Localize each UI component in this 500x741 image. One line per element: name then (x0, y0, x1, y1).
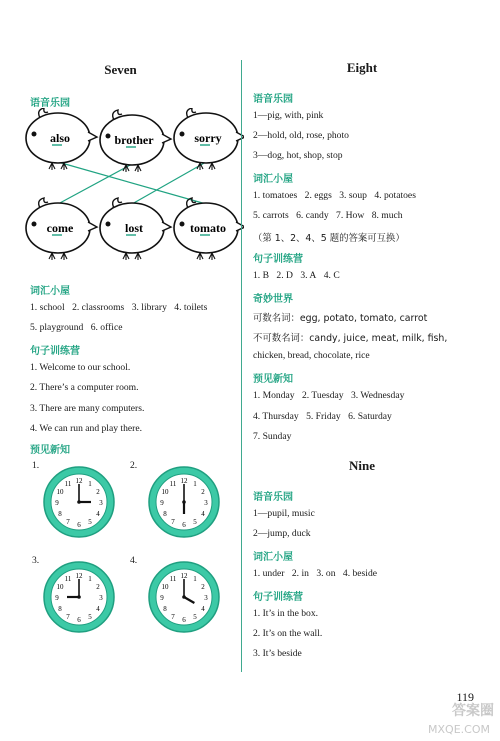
weekday-item: 1. Monday (253, 390, 295, 401)
sentence-item: 1. Welcome to our school. (30, 362, 131, 373)
clock-face (146, 464, 222, 540)
phonics-item: 3—dog, hot, shop, stop (253, 150, 343, 161)
column-divider (241, 60, 242, 672)
clock-number: 8 (58, 605, 62, 613)
clock-label: 4. (130, 555, 138, 566)
answer-item: 2. D (276, 270, 293, 281)
clock-number: 12 (180, 477, 188, 485)
clock-number: 4 (201, 510, 205, 518)
weekday-row-3 (253, 431, 296, 442)
sentence-item: 1. It’s in the box. (253, 608, 319, 619)
vocab-item: 3. soup (339, 190, 367, 201)
section-heading-phonics-eight: 语音乐园 (253, 94, 293, 105)
vocab-item: 6. office (90, 322, 123, 333)
phonics-item: 1—pig, with, pink (253, 110, 324, 121)
watermark-url: MXQE.COM (428, 723, 490, 736)
bird-word: tomato (190, 221, 226, 235)
section-heading-preview-seven: 预见新知 (30, 445, 70, 456)
answer-item: 4. C (323, 270, 340, 281)
clock-label: 1. (32, 460, 40, 471)
unit-title-seven: Seven (104, 62, 137, 77)
vocab-item: 2. eggs (304, 190, 332, 201)
sentence-item: 2. There’s a computer room. (30, 382, 139, 393)
bird-word: come (46, 221, 74, 235)
vocab-item: 6. candy (296, 210, 329, 221)
clock-number: 3 (99, 594, 103, 602)
clock-number: 6 (182, 616, 186, 624)
bird-word: lost (125, 221, 143, 235)
clock-number: 10 (56, 583, 64, 591)
uncountable-nouns: 不可数名词：candy, juice, meat, milk, fish, (253, 333, 448, 344)
clock-number: 10 (161, 583, 169, 591)
section-heading-vocab-nine: 词汇小屋 (253, 552, 293, 563)
watermark-logo: 答案圈 (452, 703, 494, 719)
unit-title-nine: Nine (349, 458, 375, 473)
section-heading-preview-eight: 预见新知 (253, 374, 293, 385)
clock-number: 3 (204, 499, 208, 507)
unit-title-eight: Eight (346, 60, 378, 75)
vocab-item: 3. library (131, 302, 167, 313)
clock-number: 2 (201, 488, 205, 496)
phonics-item: 1—pupil, music (253, 508, 315, 519)
vocab-item: 4. toilets (174, 302, 208, 313)
clock-number: 12 (180, 572, 188, 580)
sentence-answer-row (253, 270, 345, 281)
page-number: 119 (456, 690, 474, 704)
weekday-item: 2. Tuesday (301, 390, 344, 401)
answer-item: 1. B (253, 270, 269, 281)
phonics-item: 2—jump, duck (253, 528, 311, 539)
sentence-item: 3. It’s beside (253, 648, 302, 659)
clock-number: 7 (171, 613, 175, 622)
section-heading-world-eight: 奇妙世界 (253, 294, 293, 305)
clock-number: 1 (88, 574, 92, 583)
uncountable-nouns-cont: chicken, bread, chocolate, rice (253, 350, 370, 361)
clock-number: 1 (88, 479, 92, 488)
clock-number: 10 (161, 488, 169, 496)
clock-number: 11 (169, 479, 177, 488)
clock-number: 8 (58, 510, 62, 518)
answer-item: 1. under (253, 568, 285, 579)
bird-word: sorry (194, 131, 222, 145)
weekday-item: 6. Saturday (348, 411, 392, 422)
clock-number: 2 (96, 583, 100, 591)
clock-number: 8 (163, 510, 167, 518)
phonics-item: 2—hold, old, rose, photo (253, 130, 349, 141)
clock-number: 11 (169, 574, 177, 583)
answer-item: 3. A (300, 270, 317, 281)
clock-number: 9 (55, 594, 59, 602)
weekday-item: 5. Friday (306, 411, 341, 422)
weekday-item: 4. Thursday (253, 411, 299, 422)
clock-number: 5 (193, 613, 197, 622)
weekday-item: 7. Sunday (253, 431, 292, 442)
clock-number: 8 (163, 605, 167, 613)
clock-face (41, 559, 117, 635)
clock-number: 6 (77, 521, 81, 529)
clock-label: 2. (130, 460, 138, 471)
clock-number: 5 (88, 613, 92, 622)
vocab-item: 4. potatoes (374, 190, 416, 201)
clock-number: 7 (66, 518, 70, 527)
section-heading-phonics-nine: 语音乐园 (253, 492, 293, 503)
clock-number: 7 (171, 518, 175, 527)
clock-number: 3 (99, 499, 103, 507)
answer-item: 3. on (316, 568, 336, 579)
vocab-item: 1. tomatoes (253, 190, 298, 201)
clock-number: 6 (77, 616, 81, 624)
vocab-answer-row (253, 568, 382, 579)
weekday-row-1 (253, 390, 409, 401)
clock-number: 9 (160, 594, 164, 602)
clock-number: 12 (75, 572, 83, 580)
bird-word: brother (114, 133, 154, 147)
section-heading-vocab-seven: 词汇小屋 (30, 286, 70, 297)
clock-number: 9 (55, 499, 59, 507)
clock-label: 3. (32, 555, 40, 566)
clock-number: 2 (201, 583, 205, 591)
sentence-item: 3. There are many computers. (30, 403, 145, 414)
clock-number: 3 (204, 594, 208, 602)
clock-number: 5 (193, 518, 197, 527)
clock-number: 5 (88, 518, 92, 527)
countable-nouns: 可数名词：egg, potato, tomato, carrot (253, 313, 428, 324)
weekday-item: 3. Wednesday (350, 390, 405, 401)
clock-number: 6 (182, 521, 186, 529)
section-heading-sentences-nine: 句子训练营 (253, 592, 303, 603)
vocab-item: 5. playground (30, 322, 84, 333)
bird-word: also (49, 131, 71, 145)
clock-number: 11 (64, 574, 72, 583)
clock-number: 4 (96, 510, 100, 518)
vocab-item: 1. school (30, 302, 65, 313)
section-heading-sentences-eight: 句子训练营 (253, 254, 303, 265)
vocab-item: 5. carrots (253, 210, 289, 221)
section-heading-sentences-seven: 句子训练营 (30, 346, 80, 357)
clock-number: 1 (193, 479, 197, 488)
clock-number: 12 (75, 477, 83, 485)
clock-number: 4 (201, 605, 205, 613)
clock-number: 10 (56, 488, 64, 496)
clock-number: 7 (66, 613, 70, 622)
answer-item: 2. in (291, 568, 309, 579)
clock-face (41, 464, 117, 540)
section-heading-phonics-seven: 语音乐园 (30, 98, 70, 109)
clock-face (146, 559, 222, 635)
clock-number: 4 (96, 605, 100, 613)
section-heading-vocab-eight: 词汇小屋 (253, 174, 293, 185)
sentence-item: 4. We can run and play there. (30, 423, 142, 434)
clock-number: 2 (96, 488, 100, 496)
vocab-row-2 (253, 210, 408, 221)
clock-number: 11 (64, 479, 72, 488)
vocab-row-2 (30, 322, 128, 333)
vocab-item: 2. classrooms (72, 302, 125, 313)
vocab-row-1 (253, 190, 421, 201)
clock-number: 1 (193, 574, 197, 583)
vocab-note: （第 1、2、4、5 题的答案可互换） (253, 233, 405, 244)
sentence-item: 2. It’s on the wall. (253, 628, 323, 639)
vocab-item: 8. much (371, 210, 403, 221)
weekday-row-2 (253, 411, 397, 422)
vocab-item: 7. How (336, 210, 365, 221)
vocab-row-1 (30, 302, 212, 313)
clock-number: 9 (160, 499, 164, 507)
answer-item: 4. beside (342, 568, 378, 579)
